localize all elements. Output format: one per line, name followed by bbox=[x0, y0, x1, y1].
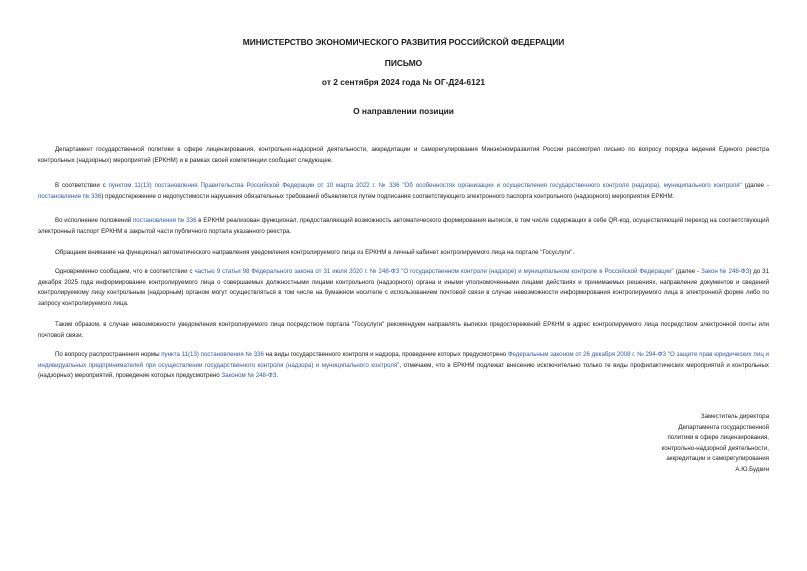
paragraph-7-text-d: . bbox=[276, 372, 279, 380]
paragraph-6 bbox=[38, 320, 769, 341]
paragraph-3-text-b: в ЕРКНМ реализован функционал, предоставляющий возможность автоматического формирования выписок, в том числе содержащих в себе QR-код, осуществляющий переход на соответствующий электронный паспорт ЕРКНМ в закрытой части публичного портала указанного реестра. bbox=[38, 217, 769, 235]
link-federal-law-294[interactable]: Федеральным законом от 26 декабря 2008 г. № 294-ФЗ "О защите прав юридических лиц и индивидуальных предпринимателей при осуществлении государственного контроля (надзора) и муниципального контроля" bbox=[38, 351, 769, 369]
link-resolution-336-item-11-13[interactable]: пункта 11(13) постановления № 336 bbox=[161, 351, 264, 358]
link-resolution-336-provisions[interactable]: постановления № 336 bbox=[132, 217, 197, 224]
paragraph-3 bbox=[38, 216, 769, 237]
paragraph-4 bbox=[38, 248, 769, 259]
paragraph-1 bbox=[38, 145, 769, 166]
signature-line: контрольно-надзорной деятельности, bbox=[661, 444, 769, 452]
paragraph-3-text-a: Во исполнение положений bbox=[55, 217, 133, 224]
paragraph-2-text-a: В соответствии с bbox=[55, 182, 109, 189]
paragraph-7-text-c: , отмечаем, что в ЕРКНМ подлежат внесению исключительно только те виды профилактических мероприятий и контрольных (надзорных) мероприятий, проведение которых предусмотрено bbox=[38, 361, 769, 380]
signature-line: Заместитель директора bbox=[700, 413, 769, 420]
paragraph-5-text-b: (далее - bbox=[673, 268, 702, 275]
signature-line: Департамента государственной bbox=[678, 423, 769, 431]
paragraph-7-text-a: По вопросу распространения нормы bbox=[55, 351, 162, 358]
ministry-title: МИНИСТЕРСТВО ЭКОНОМИЧЕСКОГО РАЗВИТИЯ РОССИЙСКОЙ ФЕДЕРАЦИИ bbox=[242, 37, 565, 47]
paragraph-5-text-a: Одновременно сообщаем, что в соответствии с bbox=[55, 268, 195, 275]
paragraph-5-text-c: ) до 31 декабря 2025 года информирование контролируемого лица о совершаемых должностными лицами контрольного (надзорного) органа и иными уполномоченными лицами действиях и принимаемых решениях, направление документов и сведений контролируемому лицу контрольным (надзорным) органом могут осуществляться в том числе на бумажном носителе с использованием почтовой связи в случае невозможности информирования контролируемого лица в электронной форме либо по запросу контролируемого лица. bbox=[38, 268, 770, 307]
link-federal-law-248-article[interactable]: частью 9 статьи 98 Федерального закона от 31 июля 2020 г. № 248-ФЗ "О государственном контроле (надзоре) и муниципальном контроле в Российской Федерации" bbox=[194, 268, 674, 275]
signature-line: политики в сфере лицензирования, bbox=[667, 434, 769, 442]
paragraph-7-text-b: на виды государственного контроля и надзора, проведение которых предусмотрено bbox=[263, 351, 508, 358]
document-type: ПИСЬМО bbox=[384, 58, 423, 68]
paragraph-7 bbox=[38, 350, 769, 382]
link-law-248-final[interactable]: Законом № 248-ФЗ bbox=[221, 372, 277, 380]
document-subject: О направлении позиции bbox=[353, 106, 454, 116]
link-resolution-336[interactable]: постановление № 336 bbox=[38, 192, 102, 200]
paragraph-2-text-b: (далее - bbox=[741, 182, 769, 189]
paragraph-4-text: Обращаем внимание на функционал автоматического направления уведомления контролируемого лица из ЕРКНМ в личный кабинет контролируемого лица на портале "Госуслуги". bbox=[55, 249, 575, 256]
paragraph-5 bbox=[38, 267, 769, 309]
paragraph-2-text-c: ) предостережение о недопустимости нарушения обязательных требований объявляется путем подписания соответствующего электронного паспорта контрольного (надзорного) мероприятия ЕРКНМ. bbox=[101, 192, 675, 200]
paragraph-6-text: Таким образом, в случае невозможности уведомления контролируемого лица посредством портала "Госуслуги" рекомендуем направлять выписки предостережений ЕРКНМ в адрес контролируемого лица посредством электронной почты или почтовой связи. bbox=[38, 321, 769, 339]
paragraph-1-text: Департамент государственной политики в сфере лицензирования, контрольно-надзорной деятельности, аккредитации и саморегулирования Минэкономразвития России рассмотрел письмо по вопросу порядка ведения Единого реестра контрольных (надзорных) мероприятий (ЕРКНМ) и в рамках своей компетенции сообщает следующее. bbox=[38, 146, 769, 164]
paragraph-2 bbox=[38, 181, 769, 202]
signatory-name: А.Ю.Будкин bbox=[735, 465, 769, 473]
link-law-248[interactable]: Закон № 248-ФЗ bbox=[701, 268, 750, 275]
signature-line: аккредитации и саморегулирования bbox=[666, 455, 769, 463]
signature-block bbox=[569, 412, 769, 476]
document-date-number: от 2 сентября 2024 года № ОГ-Д24-6121 bbox=[321, 77, 486, 87]
link-resolution-336-item[interactable]: пунктом 11(13) постановления Правительства Российской Федерации от 10 марта 2022 г. № 336 "Об особенностях организации и осуществления государственного контроля (надзора), муниципального контроля" bbox=[108, 182, 742, 189]
